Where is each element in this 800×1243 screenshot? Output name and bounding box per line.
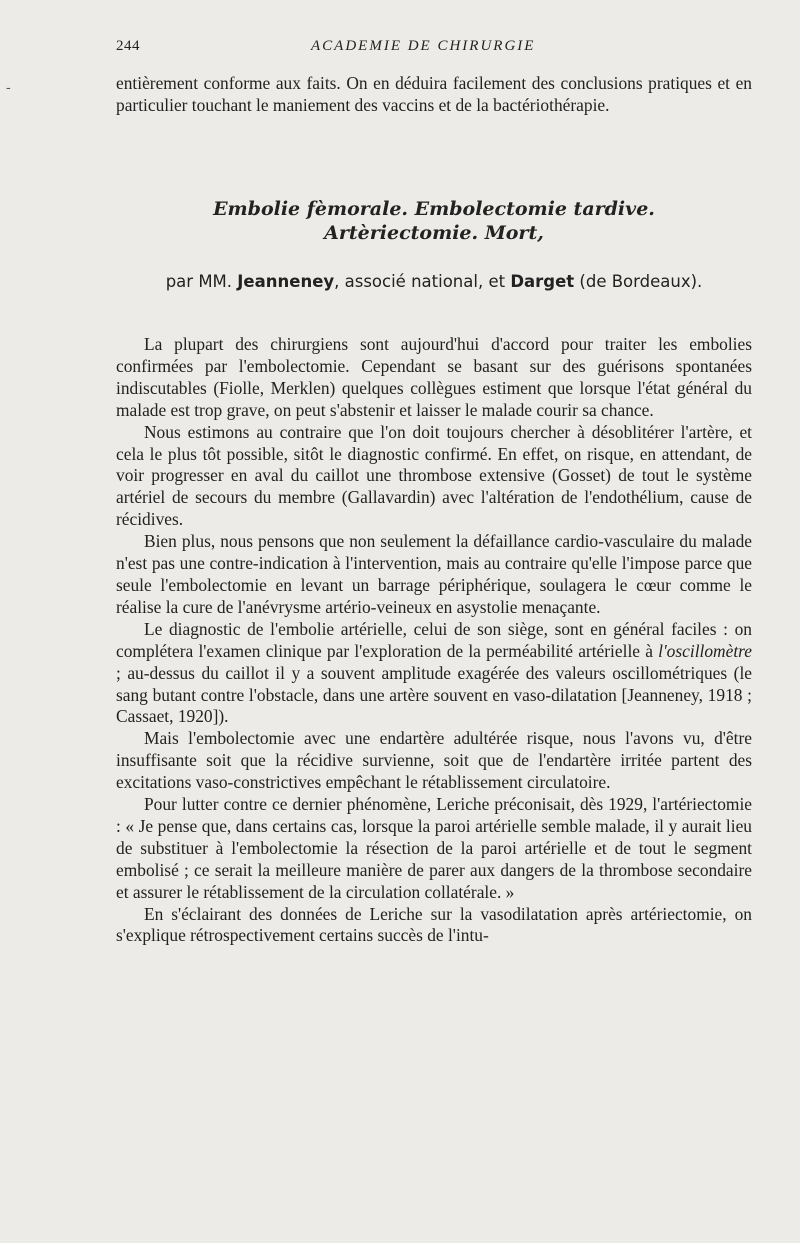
intro-text-block	[116, 73, 752, 117]
oscillometre-term: l'oscillomètre	[658, 640, 752, 661]
article-body	[116, 334, 752, 947]
margin-mark: -	[6, 80, 11, 96]
page-number: 244	[116, 38, 140, 54]
paragraph-4	[116, 619, 752, 729]
article-title-line-1: Embolie fèmorale. Embolectomie tardive.	[213, 198, 655, 220]
paragraph-3: Bien plus, nous pensons que non seulement la défaillance cardio-vasculaire du malade n'est pas une contre-indication à l'intervention, mais au contraire qu'elle l'impose parce que seule l'embolectomie en levant un barrage périphérique, soulagera le cœur comme le réalise la cure de l'anévrysme artério-veineux en asystolie menaçante.	[116, 531, 752, 617]
authors-suffix: (de Bordeaux).	[579, 272, 703, 291]
paragraph-5: Mais l'embolectomie avec une endartère adultérée risque, nous l'avons vu, d'être insuffisante soit que la récidive survienne, soit que de l'endartère irritée partent des excitations vaso-constrictives empêchant le rétablissement circulatoire.	[116, 728, 752, 793]
author-darget: Darget	[510, 272, 575, 291]
page-header	[116, 38, 752, 60]
paragraph-7: En s'éclairant des données de Leriche sur la vasodilatation après artériectomie, on s'explique rétrospectivement certains succès de l'intu-	[116, 903, 752, 946]
paragraph-2: Nous estimons au contraire que l'on doit toujours chercher à désoblitérer l'artère, et cela le plus tôt possible, sitôt le diagnostic confirmé. En effet, on risque, en attendant, de voir progresser en aval du caillot une thrombose extensive (Gosset) de tout le système artériel de secours du membre (Gallavardin) avec l'altération de l'endothélium, cause de récidives.	[116, 421, 752, 530]
author1-role: , associé national, et	[334, 272, 506, 291]
authors-prefix: par MM.	[165, 272, 233, 291]
article-title	[116, 197, 752, 245]
running-title: ACADEMIE DE CHIRURGIE	[311, 38, 536, 54]
author-jeanneney: Jeanneney	[237, 272, 335, 291]
intro-paragraph: entièrement conforme aux faits. On en déduira facilement des conclusions pratiques et en particulier touchant le maniement des vaccins et de la bactériothérapie.	[116, 73, 752, 115]
paragraph-1: La plupart des chirurgiens sont aujourd'hui d'accord pour traiter les embolies confirmées par l'embolectomie. Cependant se basant sur des guérisons spontanées indiscutables (Fiolle, Merklen) quelques collègues estiment que lorsque l'état général du malade est trop grave, on peut s'abstenir et laisser le malade courir sa chance.	[116, 334, 752, 420]
paragraph-4-part-2: ; au-dessus du caillot il y a souvent amplitude exagérée des valeurs oscillométriques (le sang butant contre l'obstacle, dans une artère souvent en vaso-dilatation [Jeanneney, 1918 ; Cassaet, 1920]).	[116, 662, 752, 727]
paragraph-6: Pour lutter contre ce dernier phénomène, Leriche préconisait, dès 1929, l'artériectomie : « Je pense que, dans certains cas, lorsque la paroi artérielle semble malade, il y aurait lieu de substituer à l'embolectomie la résection de la paroi artérielle et de tout le segment embolisé ; ce serait la meilleure manière de parer aux dangers de la thrombose secondaire et assurer le rétablissement de la circulation collatérale. »	[116, 794, 752, 902]
article-title-line-2: Artèriectomie. Mort,	[324, 222, 544, 244]
paragraph-4-part-1: Le diagnostic de l'embolie artérielle, celui de son siège, sont en général faciles : on complétera l'examen clinique par l'exploration de la perméabilité artérielle à	[116, 618, 752, 661]
article-authors	[116, 272, 752, 291]
